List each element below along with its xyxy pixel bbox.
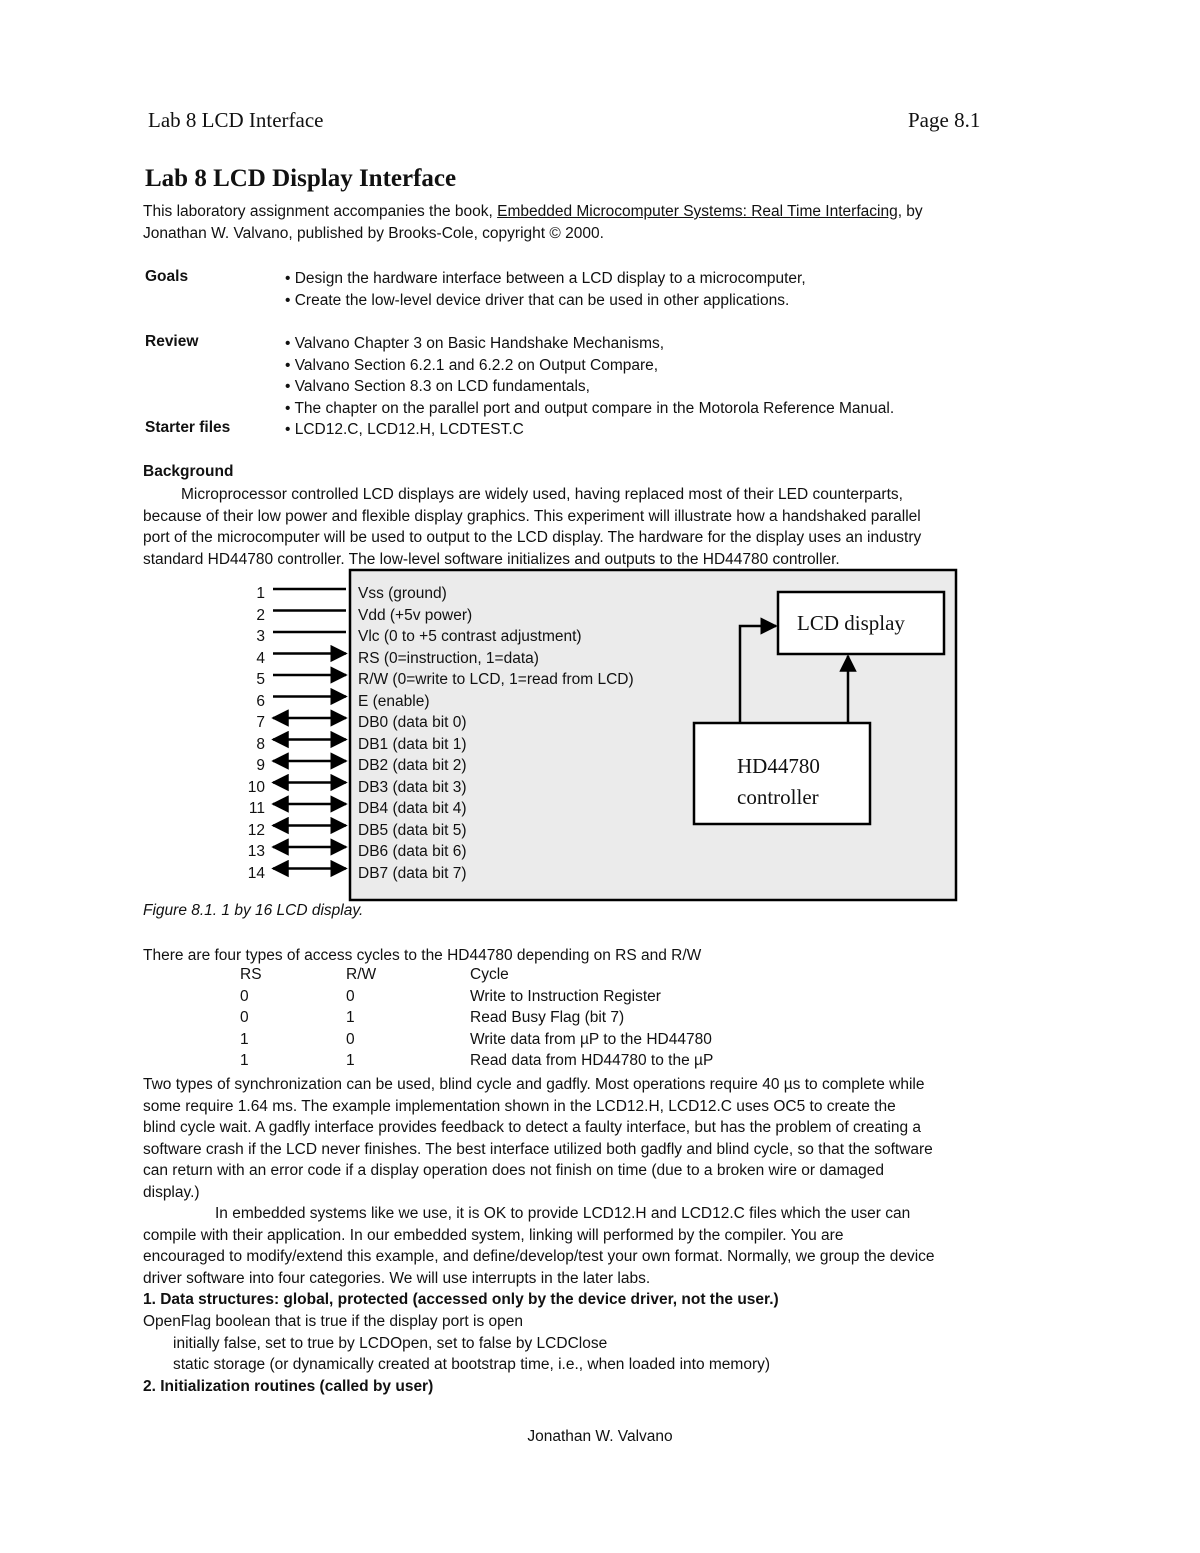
embedded-paragraph: [143, 1203, 1063, 1289]
pin-label: Vss (ground): [358, 585, 447, 602]
pin-label: DB5 (data bit 5): [358, 821, 467, 839]
section1-body: [143, 1311, 1063, 1376]
goal-item: • Design the hardware interface between a LCD display to a microcomputer,: [285, 270, 806, 287]
sync-line: Two types of synchronization can be used, blind cycle and gadfly. Most operations require 40 µs to complete while: [143, 1076, 925, 1093]
embedded-line: compile with their application. In our embedded system, linking will performed by the compiler. You are: [143, 1226, 844, 1244]
background-line: Microprocessor controlled LCD displays are widely used, having replaced most of their LED counterparts,: [181, 486, 903, 503]
section2-heading: 2. Initialization routines (called by user): [143, 1378, 434, 1395]
table-cell: 0: [346, 987, 355, 1005]
sync-line: some require 1.64 ms. The example implementation shown in the LCD12.H, LCD12.C uses OC5 to create the: [143, 1097, 896, 1115]
lcd-display-label: LCD display: [797, 611, 905, 635]
pin-label: DB2 (data bit 2): [358, 757, 467, 774]
table-cell: Read Busy Flag (bit 7): [470, 1009, 625, 1026]
review-item: • The chapter on the parallel port and output compare in the Motorola Reference Manual.: [285, 399, 895, 417]
pin-label: E (enable): [358, 692, 430, 710]
table-row: [240, 1052, 713, 1074]
review-list: [285, 333, 894, 419]
table-row: [240, 988, 713, 1010]
table-cell: 0: [346, 1030, 355, 1048]
sync-line: software crash if the LCD never finishes. The best interface utilized both gadfly and blind cycle, so that the software: [143, 1140, 933, 1158]
pin-label: DB1 (data bit 1): [358, 735, 467, 753]
column-header: RS: [240, 966, 262, 983]
review-item: • Valvano Section 8.3 on LCD fundamentals,: [285, 378, 590, 395]
pin-number: 14: [247, 864, 265, 882]
table-cell: Read data from HD44780 to the µP: [470, 1052, 714, 1069]
background-heading: Background: [143, 463, 234, 480]
pin-label: DB6 (data bit 6): [358, 843, 467, 860]
column-header: Cycle: [470, 966, 509, 983]
pin-label: DB3 (data bit 3): [358, 778, 467, 796]
embedded-line: encouraged to modify/extend this example, and define/develop/test your own format. Normally, we group the device: [143, 1248, 935, 1265]
section1-line: initially false, set to true by LCDOpen, set to false by LCDClose: [173, 1334, 608, 1352]
controller-line2: controller: [737, 785, 819, 809]
table-cell: Write data from µP to the HD44780: [470, 1030, 712, 1048]
sync-line: can return with an error code if a display operation does not finish on time (due to a broken wire or damaged: [143, 1162, 884, 1179]
pin-labels: [358, 583, 634, 884]
table-row: [240, 1009, 713, 1031]
goals-label: Goals: [145, 268, 189, 285]
section1-line: OpenFlag boolean that is true if the display port is open: [143, 1313, 523, 1330]
pin-number: 12: [247, 821, 265, 839]
sync-line: blind cycle wait. A gadfly interface provides feedback to detect a faulty interface, but has the problem of creating a: [143, 1119, 922, 1136]
review-item: • Valvano Section 6.2.1 and 6.2.2 on Output Compare,: [285, 356, 659, 374]
pin-label: DB7 (data bit 7): [358, 864, 467, 882]
intro-paragraph: [143, 201, 1063, 244]
table-cell: 0: [240, 987, 249, 1005]
goal-item: • Create the low-level device driver that can be used in other applications.: [285, 291, 790, 309]
pin-number: 13: [247, 843, 265, 860]
cycles-table: [240, 966, 713, 1074]
section1-heading: 1. Data structures: global, protected (accessed only by the device driver, not the user.): [143, 1291, 779, 1308]
intro-line2: Jonathan W. Valvano, published by Brooks-Cole, copyright © 2000.: [143, 224, 604, 242]
embedded-line: driver software into four categories. We will use interrupts in the later labs.: [143, 1269, 651, 1287]
pin-number: 9: [256, 757, 265, 774]
intro-pre: This laboratory assignment accompanies the book,: [143, 203, 498, 220]
table-cell: 1: [346, 1052, 355, 1069]
pin-label: R/W (0=write to LCD, 1=read from LCD): [358, 671, 634, 688]
page-title: Lab 8 LCD Display Interface: [145, 165, 457, 192]
table-row: [240, 1031, 713, 1053]
section1-line: static storage (or dynamically created at bootstrap time, i.e., when loaded into memory): [173, 1356, 771, 1373]
table-cell: 1: [240, 1030, 249, 1048]
embedded-line: In embedded systems like we use, it is OK to provide LCD12.H and LCD12.C files which the user can: [215, 1205, 911, 1222]
cycles-intro: There are four types of access cycles to the HD44780 depending on RS and R/W: [143, 947, 702, 964]
pin-number: 11: [248, 800, 265, 817]
pin-number: 3: [256, 628, 265, 645]
goals-list: [285, 268, 806, 311]
table-cell: 1: [346, 1009, 355, 1026]
review-item: • Valvano Chapter 3 on Basic Handshake Mechanisms,: [285, 335, 665, 352]
pin-number: 6: [256, 692, 265, 710]
column-header: R/W: [346, 966, 377, 983]
table-cell: 0: [240, 1009, 249, 1026]
background-line: because of their low power and flexible display graphics. This experiment will illustrate how a handshaked parallel: [143, 507, 921, 525]
pin-label: DB4 (data bit 4): [358, 800, 467, 817]
pin-label: DB0 (data bit 0): [358, 714, 467, 731]
table-cell: 1: [240, 1052, 249, 1069]
footer-author: Jonathan W. Valvano: [527, 1428, 673, 1445]
table-cell: Write to Instruction Register: [470, 987, 661, 1005]
figure-caption: Figure 8.1. 1 by 16 LCD display.: [143, 902, 364, 919]
pin-label: Vlc (0 to +5 contrast adjustment): [358, 628, 582, 645]
page-number: Page 8.1: [908, 108, 981, 132]
background-paragraph: [143, 484, 1063, 570]
pin-label: RS (0=instruction, 1=data): [358, 649, 539, 667]
pin-label: Vdd (+5v power): [358, 606, 473, 624]
pin-number: 2: [256, 606, 265, 624]
pin-number: 10: [247, 778, 265, 796]
pin-number: 7: [256, 714, 265, 731]
background-line: standard HD44780 controller. The low-level software initializes and outputs to the HD44780 controller.: [143, 550, 840, 568]
background-line: port of the microcomputer will be used to output to the LCD display. The hardware for the display uses an industry: [143, 529, 922, 546]
book-title: Embedded Microcomputer Systems: Real Time Interfacing: [497, 203, 898, 220]
table-header-row: [240, 966, 713, 988]
pin-number: 4: [256, 649, 265, 667]
review-label: Review: [145, 333, 199, 350]
sync-paragraph: [143, 1074, 1063, 1203]
pin-number: 8: [256, 735, 265, 753]
pin-number: 5: [256, 671, 265, 688]
starter-label: Starter files: [145, 419, 231, 436]
pin-numbers: [243, 583, 265, 884]
controller-line1: HD44780: [737, 754, 820, 778]
header-left: Lab 8 LCD Interface: [148, 108, 324, 132]
pin-number: 1: [256, 585, 265, 602]
intro-post: , by: [897, 203, 923, 220]
sync-line: display.): [143, 1183, 200, 1201]
controller-label: [737, 751, 820, 813]
starter-files: • LCD12.C, LCD12.H, LCDTEST.C: [285, 421, 524, 438]
